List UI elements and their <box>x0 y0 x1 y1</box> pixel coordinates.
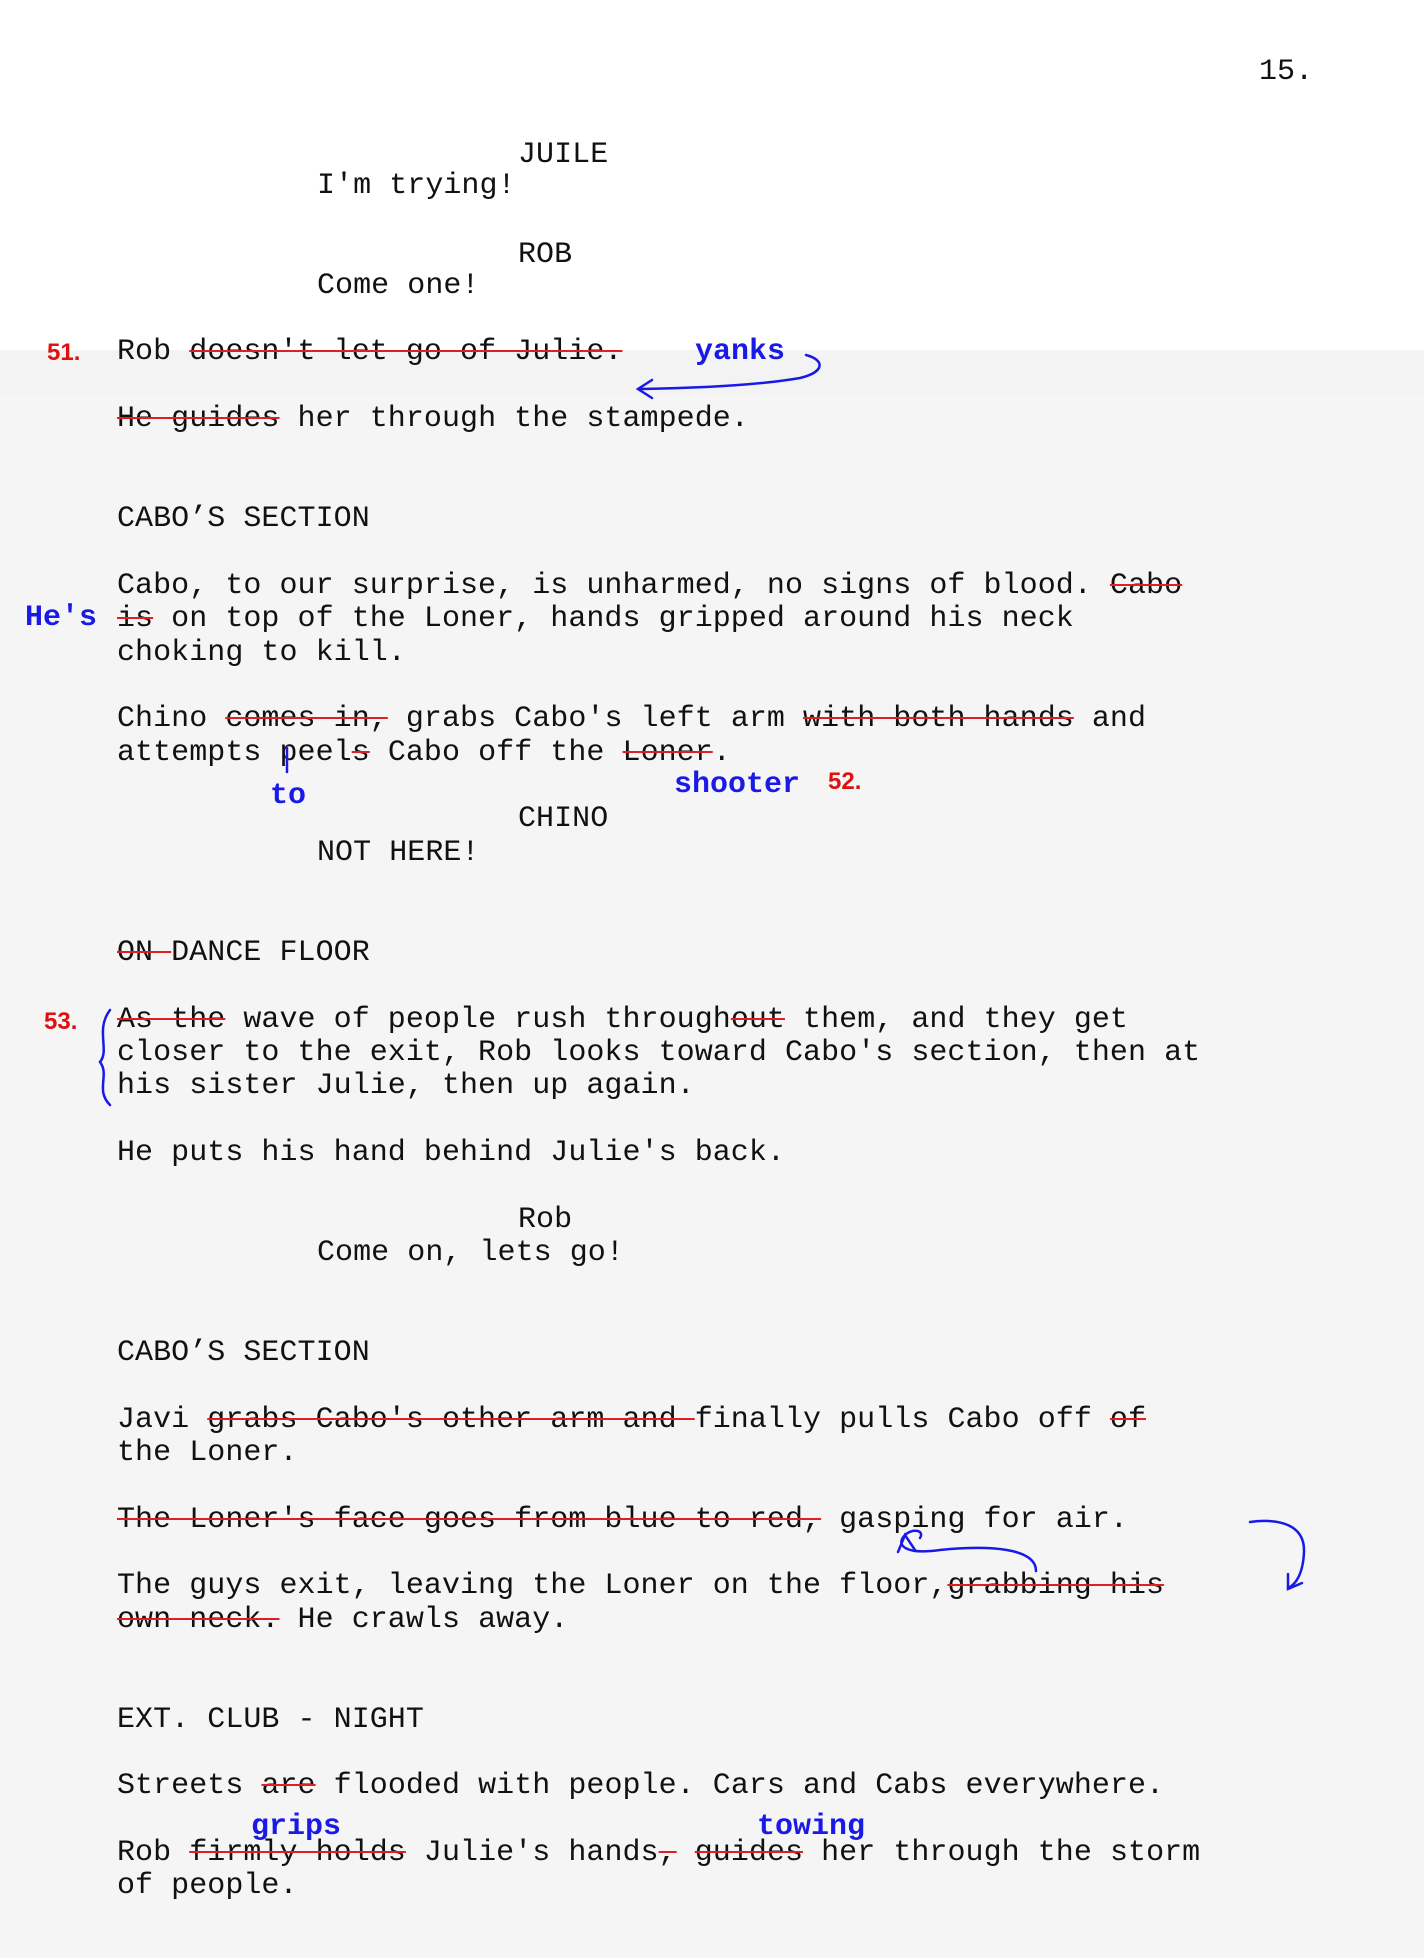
text-run: finally pulls Cabo off <box>694 1403 1110 1437</box>
text-run: closer to the exit, Rob looks toward Cabo's section, then at <box>117 1036 1201 1070</box>
script-line-a53-2 <box>117 1036 1200 1070</box>
script-line-rob-cue-2 <box>518 1203 572 1237</box>
text-run: attempts peel <box>117 736 352 770</box>
script-line-h-cabo-1 <box>117 502 370 536</box>
text-run: NOT HERE! <box>317 836 480 870</box>
script-line-rob-line-2 <box>317 1236 624 1270</box>
text-run: The guys exit, leaving the Loner on the floor, <box>117 1569 948 1603</box>
text-run: JUILE <box>518 138 609 172</box>
text-run: . <box>712 736 731 770</box>
struck-text: comes in, <box>225 702 388 736</box>
script-line-a51-2 <box>117 402 749 436</box>
text-run: grabs Cabo's left arm <box>387 702 804 736</box>
text-run: on top of the Loner, hands gripped around his neck <box>153 602 1074 636</box>
text-run: her through the storm <box>803 1836 1201 1870</box>
text-run: Come one! <box>317 269 480 303</box>
page-number: 15. <box>1259 55 1314 89</box>
script-line-h-dance <box>117 936 370 970</box>
scene-number-53: 53. <box>44 1008 78 1035</box>
text-run: Julie's hands <box>405 1836 659 1870</box>
text-run: the Loner. <box>117 1436 298 1470</box>
text-run: He puts his hand behind Julie's back. <box>117 1136 785 1170</box>
struck-text: As the <box>117 1003 226 1037</box>
annotation-shooter: shooter <box>674 768 801 802</box>
text-run: Cabo off the <box>369 736 623 770</box>
text-run: Chino <box>117 702 226 736</box>
struck-text: ON <box>117 936 172 970</box>
script-line-streets <box>117 1769 1164 1803</box>
struck-text: own neck. <box>117 1603 280 1637</box>
text-run <box>677 1836 695 1870</box>
script-line-a51-1 <box>117 335 623 369</box>
struck-text: firmly holds <box>189 1836 406 1870</box>
script-line-a53-3 <box>117 1069 695 1103</box>
scene-number-51: 51. <box>47 339 81 366</box>
text-run: wave of people rush through <box>225 1003 731 1037</box>
script-line-juile-cue <box>518 138 608 172</box>
text-run: Rob <box>117 335 190 369</box>
text-run: I'm trying! <box>317 169 516 203</box>
script-line-chino-2 <box>117 736 731 770</box>
struck-text: The Loner's face goes from blue to red, <box>117 1503 822 1537</box>
text-run: gasping for air. <box>821 1503 1128 1537</box>
script-line-h-cabo-2 <box>117 1336 370 1370</box>
text-run: DANCE FLOOR <box>171 936 370 970</box>
text-run: his sister Julie, then up again. <box>117 1069 695 1103</box>
text-run: and <box>1073 702 1147 736</box>
text-run: Javi <box>117 1403 208 1437</box>
struck-text: of <box>1109 1403 1147 1437</box>
text-run: Rob <box>117 1836 190 1870</box>
struck-text: is <box>117 602 154 636</box>
annotation-hes: He's <box>25 601 98 635</box>
text-run: flooded with people. Cars and Cabs everywhere. <box>315 1769 1165 1803</box>
script-line-javi-1 <box>117 1403 1146 1437</box>
script-line-cabo-1 <box>117 569 1182 603</box>
struck-text: Cabo <box>1109 569 1183 603</box>
script-line-rob-cue-1 <box>518 238 572 272</box>
script-line-a53-1 <box>117 1003 1128 1037</box>
annotation-yanks: yanks <box>695 335 786 369</box>
text-run: CABO’S SECTION <box>117 502 370 536</box>
script-line-rob-hands-2 <box>117 1869 298 1903</box>
struck-text: guides <box>694 1836 804 1870</box>
text-run: ROB <box>518 238 573 272</box>
script-line-cabo-3 <box>117 636 406 670</box>
text-run: Come on, lets go! <box>317 1236 624 1270</box>
script-line-chino-line <box>317 836 479 870</box>
text-run: them, and they get <box>784 1003 1128 1037</box>
text-run: her through the stampede. <box>279 402 749 436</box>
text-run: EXT. CLUB - NIGHT <box>117 1703 424 1737</box>
struck-text: He guides <box>117 402 280 436</box>
text-run: choking to kill. <box>117 636 406 670</box>
script-line-h-ext <box>117 1703 424 1737</box>
script-line-chino-1 <box>117 702 1146 736</box>
annotation-to: to <box>270 779 307 813</box>
struck-text: Loner <box>622 736 713 770</box>
script-line-javi-2 <box>117 1436 298 1470</box>
text-run: of people. <box>117 1869 298 1903</box>
struck-text: s <box>351 736 370 770</box>
script-line-exit-1 <box>117 1569 1164 1603</box>
struck-text: doesn't let go of Julie. <box>189 335 623 369</box>
script-line-hand <box>117 1136 785 1170</box>
script-line-exit-2 <box>117 1603 568 1637</box>
scene-number-52: 52. <box>828 768 862 795</box>
struck-text: are <box>261 1769 316 1803</box>
script-line-chino-cue <box>518 802 608 836</box>
text-run: Streets <box>117 1769 262 1803</box>
script-line-loner-1 <box>117 1503 1128 1537</box>
text-run: CABO’S SECTION <box>117 1336 370 1370</box>
text-run: Rob <box>518 1203 573 1237</box>
struck-text: grabs Cabo's other arm and <box>207 1403 695 1437</box>
struck-text: grabbing his <box>947 1569 1165 1603</box>
text-run: CHINO <box>518 802 609 836</box>
script-line-juile-line <box>317 169 516 203</box>
script-line-rob-line-1 <box>317 269 479 303</box>
annotation-towing: towing <box>757 1810 866 1844</box>
script-line-cabo-2 <box>117 602 1074 636</box>
text-run: He crawls away. <box>279 1603 569 1637</box>
annotation-grips: grips <box>251 1810 342 1844</box>
text-run: Cabo, to our surprise, is unharmed, no signs of blood. <box>117 569 1110 603</box>
struck-text: with both hands <box>803 702 1074 736</box>
struck-text: out <box>730 1003 785 1037</box>
struck-text: , <box>658 1836 677 1870</box>
